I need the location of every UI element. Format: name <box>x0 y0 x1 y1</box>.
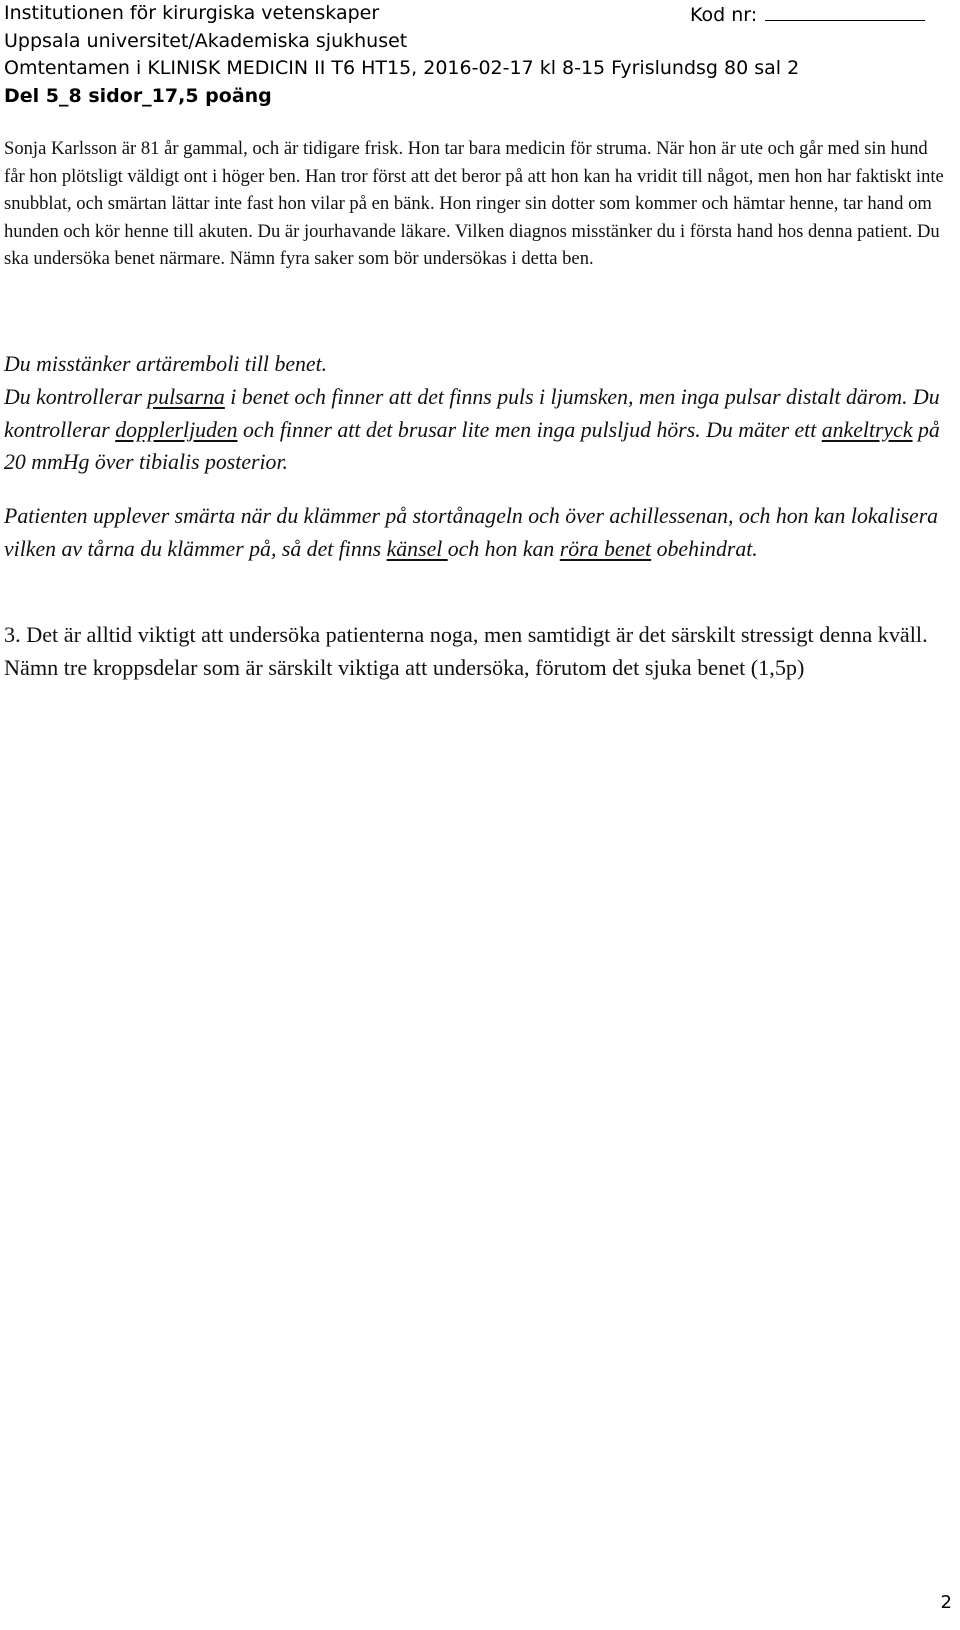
pain-text-3: obehindrat. <box>651 536 758 561</box>
pain-text-1: Patienten upplever smärta när du klämmer på stortånageln och över achillessenan, och hon kan lokalisera vilken av tårna du klämmer på, så det finns <box>4 504 939 561</box>
answer-sensation-motor <box>4 500 944 565</box>
pulse-text-1: Du kontrollerar <box>4 385 148 409</box>
code-blank-line <box>765 0 925 21</box>
case-scenario: Sonja Karlsson är 81 år gammal, och är tidigare frisk. Hon tar bara medicin för struma. När hon är ute och går med sin hund får hon plötsligt väldigt ont i höger ben. Han tror först att det beror på att hon kan ha vridit till något, men hon har faktiskt inte snubblat, och smärtan lättar inte fast hon vilar på en bänk. Hon ringer sin dotter som kommer och hämtar henne, tar hand om hunden och kör henne till akuten. Du är jourhavande läkare. Vilken diagnos misstänker du i första hand hos denna patient. Du ska undersöka benet närmare. Nämn fyra saker som bör undersökas i detta ben. <box>4 138 944 270</box>
dopplerljuden-underlined: dopplerljuden <box>115 417 238 442</box>
question-3: 3. Det är alltid viktigt att undersöka patienterna noga, men samtidigt är det särskilt stressigt denna kväll. Nämn tre kroppsdelar som är särskilt viktiga att undersöka, förutom det sjuka benet (1,5p) <box>4 622 928 680</box>
page-number: 2 <box>940 1592 952 1613</box>
exam-part: Del 5_8 sidor_17,5 poäng <box>4 84 272 107</box>
pulse-text-4: på 20 mmHg över tibialis posterior. <box>4 417 940 474</box>
header-row-1 <box>4 0 954 28</box>
answer-pulse-examination <box>4 381 944 479</box>
pain-text-2: och hon kan <box>447 536 560 561</box>
kansel-underlined: känsel <box>386 536 448 561</box>
ankeltryck-underlined: ankeltryck <box>821 417 913 442</box>
institution-name: Institutionen för kirurgiska vetenskaper <box>4 2 380 24</box>
answer-suspicion: Du misstänker artäremboli till benet. <box>4 352 328 376</box>
university-name: Uppsala universitet/Akademiska sjukhuset <box>4 29 408 52</box>
exam-title: Omtentamen i KLINISK MEDICIN II T6 HT15, 2016-02-17 kl 8-15 Fyrislundsg 80 sal 2 <box>4 57 800 79</box>
pulse-text-2: i benet och finner att det finns puls i ljumsken, men inga pulsar distalt därom. Du kontrollerar <box>4 385 940 442</box>
pulse-text-3: och finner att det brusar lite men inga pulsljud hörs. Du mäter ett <box>237 417 822 442</box>
code-field <box>690 0 925 30</box>
page-header <box>4 0 954 110</box>
rora-benet-underlined: röra benet <box>559 536 652 561</box>
code-label: Kod nr: <box>690 4 758 26</box>
pulsarna-underlined: pulsarna <box>147 385 225 409</box>
